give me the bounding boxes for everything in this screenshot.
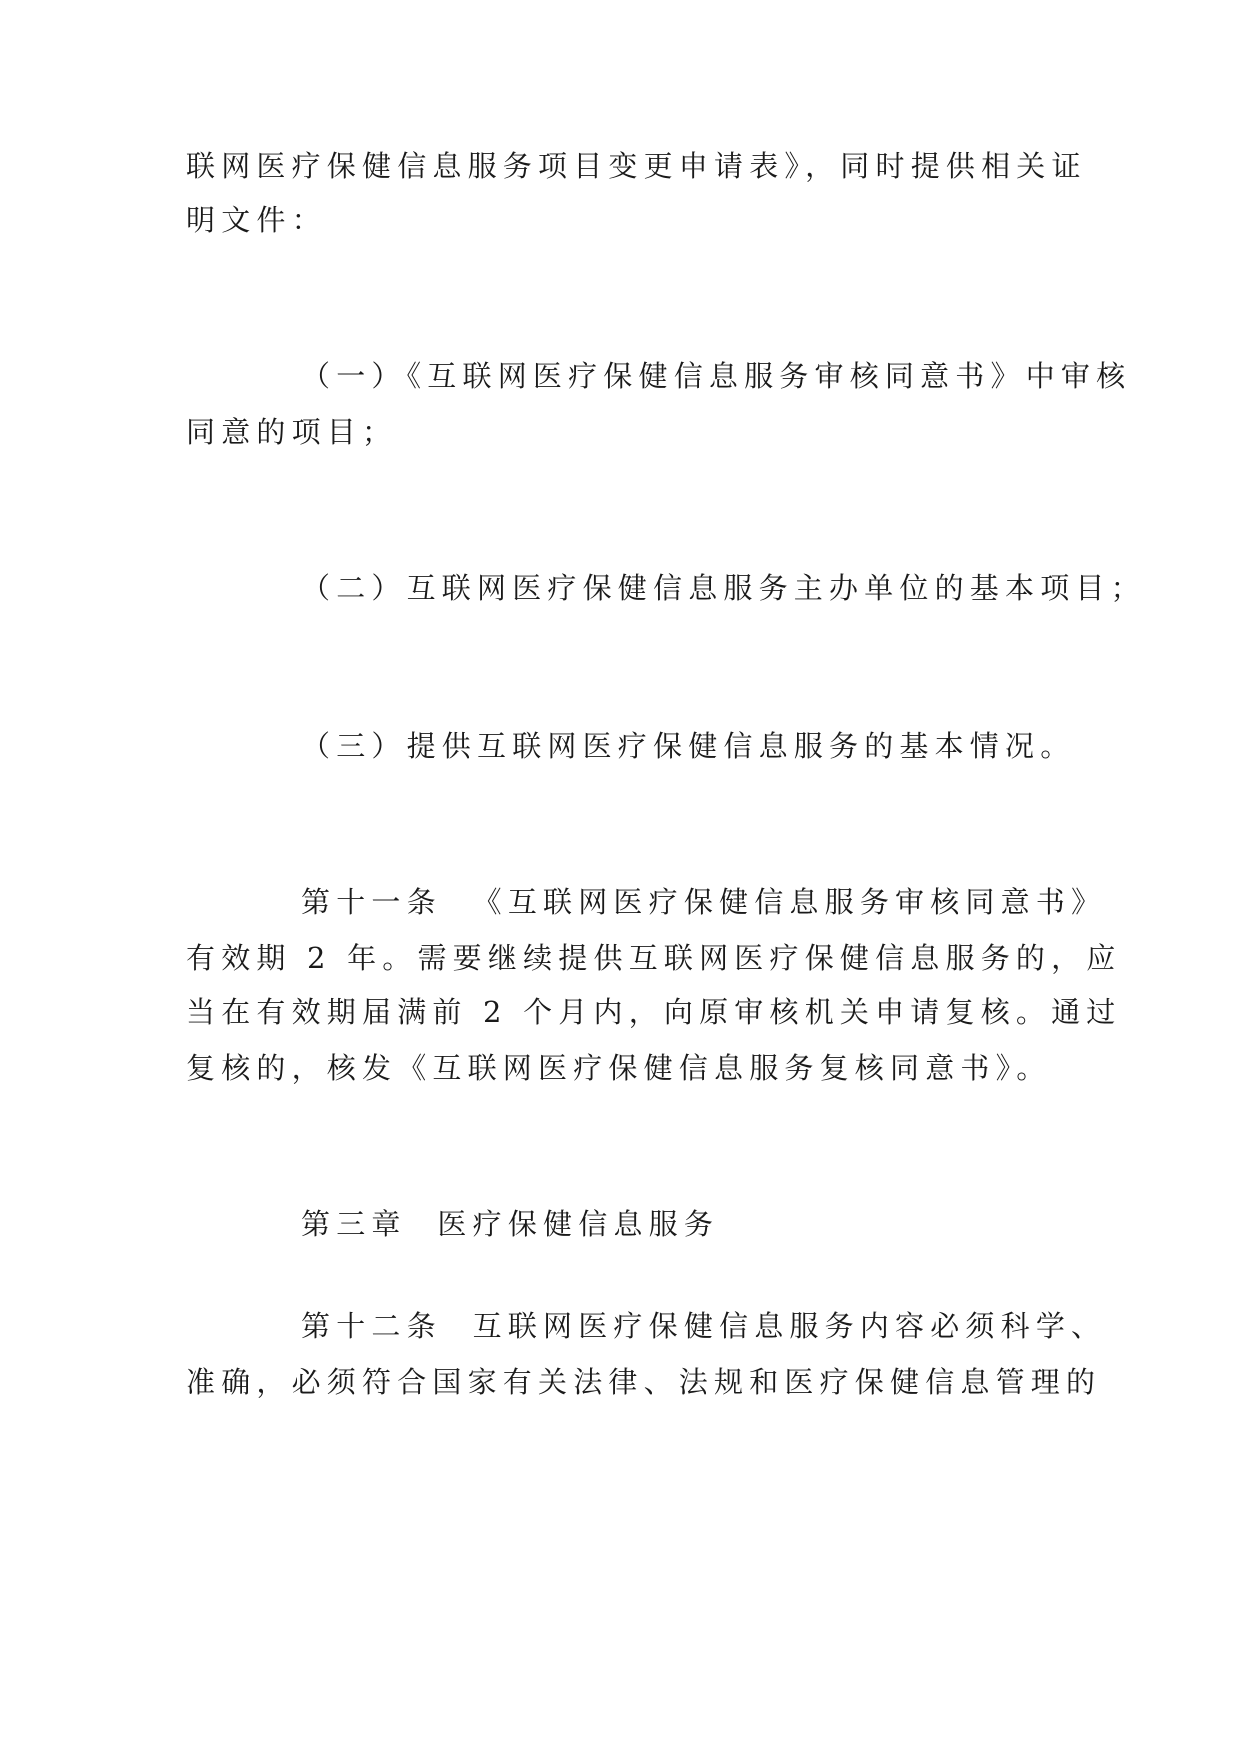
article-12-line-1: 第十二条 互联网医疗保健信息服务内容必须科学、 [301,1309,1107,1343]
chapter-3-heading: 第三章 医疗保健信息服务 [301,1207,720,1241]
item-3-line-1: （三）提供互联网医疗保健信息服务的基本情况。 [301,729,1076,763]
item-1-line-2: 同意的项目； [186,415,398,449]
item-1-line-1: （一）《互联网医疗保健信息服务审核同意书》中审核 [301,359,1132,393]
article-11-line-2: 有效期 2 年。需要继续提供互联网医疗保健信息服务的，应 [186,941,1122,975]
item-2-line-1: （二）互联网医疗保健信息服务主办单位的基本项目； [301,571,1146,605]
article-12-line-2: 准确，必须符合国家有关法律、法规和医疗保健信息管理的 [186,1365,1102,1399]
intro-line-1: 联网医疗保健信息服务项目变更申请表》，同时提供相关证 [186,149,1087,183]
article-11-line-1: 第十一条 《互联网医疗保健信息服务审核同意书》 [301,885,1107,919]
intro-line-2: 明文件： [186,203,327,237]
article-11-line-3: 当在有效期届满前 2 个月内，向原审核机关申请复核。通过 [186,995,1122,1029]
article-11-line-4: 复核的，核发《互联网医疗保健信息服务复核同意书》。 [186,1051,1052,1085]
